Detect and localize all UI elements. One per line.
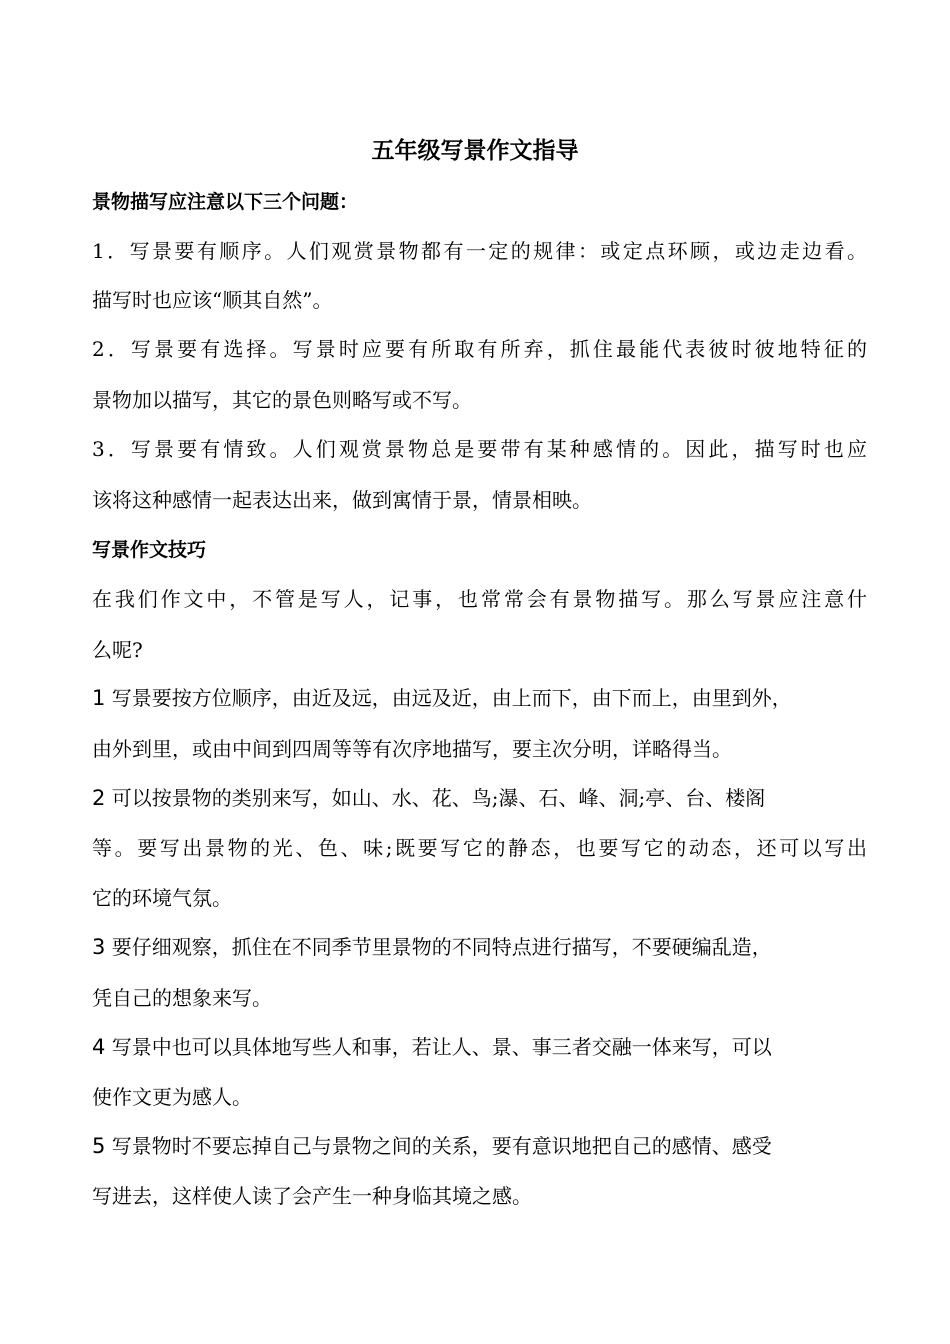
tip-2-line-3: 它的环境气氛。 [92, 886, 232, 910]
tip-3-line-2: 凭自己的想象来写。 [92, 986, 272, 1010]
tip-1-line-2: 由外到里，或由中间到四周等等有次序地描写，要主次分明，详略得当。 [92, 737, 732, 761]
tip-5-line-2: 写进去，这样使人读了会产生一种身临其境之感。 [92, 1184, 532, 1208]
tip-3-text: 要仔细观察，抓住在不同季节里景物的不同特点进行描写，不要硬编乱造， [105, 935, 772, 959]
tip-4-line-2: 使作文更为感人。 [92, 1085, 252, 1109]
tip-5-line-1 [92, 1130, 892, 1162]
tip-1-number: 1 [92, 686, 106, 710]
intro-line-2: 么呢? [92, 638, 143, 662]
tip-5-number: 5 [92, 1134, 106, 1158]
tip-4-number: 4 [92, 1035, 106, 1059]
point-3-line-1: 3．写景要有情致。人们观赏景物总是要带有某种感情的。因此，描写时也应 [92, 437, 867, 461]
point-2-line-2: 景物加以描写，其它的景色则略写或不写。 [92, 388, 472, 412]
tip-2-number: 2 [92, 786, 106, 810]
tip-2-line-1 [92, 782, 892, 814]
tip-4-text: 写景中也可以具体地写些人和事，若让人、景、事三者交融一体来写，可以 [105, 1035, 772, 1059]
point-1-line-2: 描写时也应该“顺其自然”。 [92, 288, 333, 312]
tip-3-number: 3 [92, 935, 106, 959]
tip-2-text: 可以按景物的类别来写，如山、水、花、鸟;瀑、石、峰、洞;亭、台、楼阁 [105, 786, 766, 810]
tip-2-line-2: 等。要写出景物的光、色、味;既要写它的静态，也要写它的动态，还可以写出 [92, 836, 867, 860]
page-title: 五年级写景作文指导 [371, 138, 579, 164]
tip-5-text: 写景物时不要忘掉自己与景物之间的关系，要有意识地把自己的感情、感受 [105, 1134, 772, 1158]
intro-line-1: 在我们作文中，不管是写人，记事，也常常会有景物描写。那么写景应注意什 [92, 587, 867, 611]
section-heading-notes: 景物描写应注意以下三个问题： [92, 191, 359, 213]
tip-3-line-1 [92, 931, 892, 963]
section-heading-tips: 写景作文技巧 [92, 539, 207, 561]
point-3-line-2: 该将这种感情一起表达出来，做到寓情于景，情景相映。 [92, 488, 592, 512]
tip-1-line-1 [92, 682, 892, 714]
tip-4-line-1 [92, 1031, 892, 1063]
point-1-line-1: 1．写景要有顺序。人们观赏景物都有一定的规律：或定点环顾，或边走边看。 [92, 239, 867, 263]
point-2-line-1: 2．写景要有选择。写景时应要有所取有所弃，抓住最能代表彼时彼地特征的 [92, 337, 867, 361]
tip-1-text: 写景要按方位顺序，由近及远，由远及近，由上而下，由下而上，由里到外， [105, 686, 792, 710]
